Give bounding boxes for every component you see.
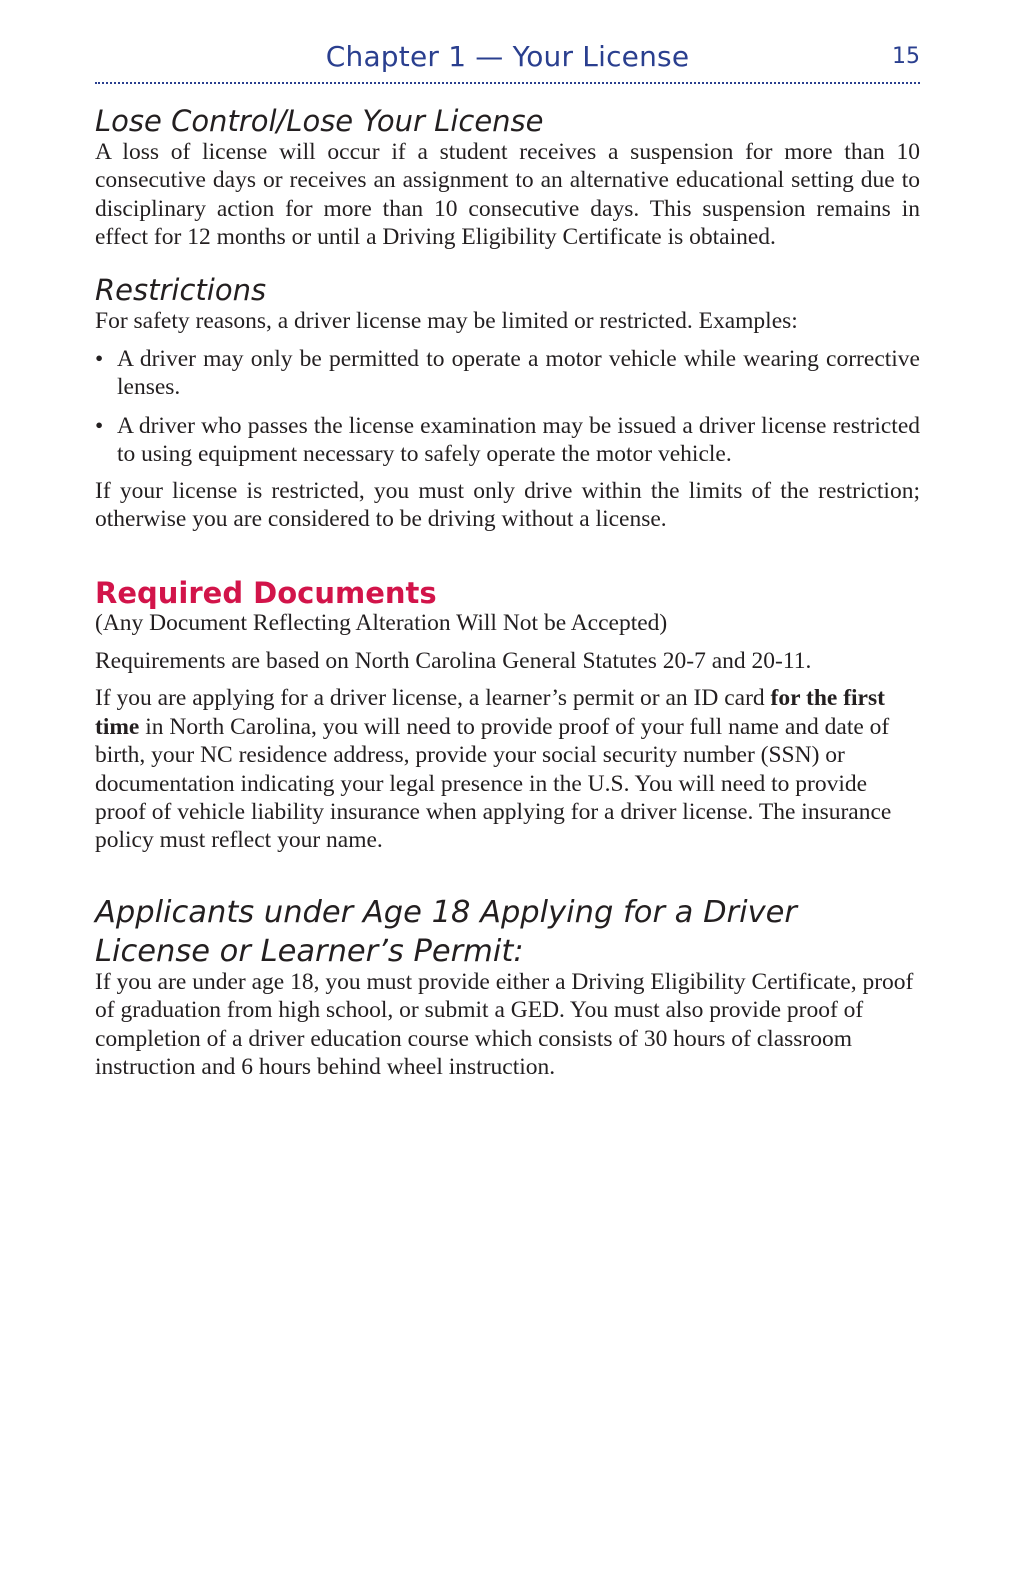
list-item-text: A driver may only be permitted to operate a motor vehicle while wearing corrective lenses. [117,346,920,401]
section-heading: Required Documents [95,576,437,611]
list-item-text: A driver who passes the license examination may be issued a driver license restricted to using equipment necessary to safely operate the motor vehicle. [117,412,920,468]
paragraph-emphasis: for the first time [95,685,885,740]
list-item [95,412,920,469]
section-under-18 [95,893,920,1082]
section-note: (Any Document Reflecting Alteration Will Not be Accepted) [95,610,668,637]
section-required-documents [95,575,920,854]
paragraph-text: in North Carolina, you will need to provide proof of your full name and date of birth, your NC residence address, provide your social security number (SSN) or documentation indicating your legal presence in the U.S. You will need to provide proof of vehicle liability insurance when applying for a driver license. The insurance policy must reflect your name. [95,713,892,854]
section-paragraph: A loss of license will occur if a student receives a suspension for more than 10 consecutive days or receives an assignment to an alternative educational setting due to disciplinary action for more than 10 consecutive days. This suspension remains in effect for 12 months or until a Driving Eligibility Certificate is obtained. [95,139,920,251]
paragraph-text: If you are applying for a driver license, a learner’s permit or an ID card [95,685,771,712]
section-intro: For safety reasons, a driver license may be limited or restricted. Examples: [95,307,798,334]
section-lose-control [95,103,920,252]
section-heading: Applicants under Age 18 Applying for a Driver License or Learner’s Permit: [95,894,797,969]
page-number: 15 [892,44,920,69]
bullet-icon: • [95,412,104,439]
header-dotted-rule [95,82,920,84]
section-heading: Restrictions [95,272,267,307]
bullet-icon: • [95,346,104,373]
section-paragraph: If you are under age 18, you must provide either a Driving Eligibility Certificate, proof of graduation from high school, or submit a GED. You must also provide proof of completion of a driver education course which consists of 30 hours of classroom instruction and 6 hours behind wheel instruction. [95,968,914,1080]
section-heading: Lose Control/Lose Your License [95,104,544,138]
document-page [95,0,920,1081]
list-item [95,345,920,402]
chapter-title: Chapter 1 — Your License [325,40,690,73]
section-restrictions [95,272,920,534]
section-paragraph [95,684,920,854]
section-closing: If your license is restricted, you must only drive within the limits of the restriction; otherwise you are considered to be driving without a license. [95,477,920,533]
page-header [95,0,920,84]
section-statutes: Requirements are based on North Carolina General Statutes 20-7 and 20-11. [95,647,812,674]
